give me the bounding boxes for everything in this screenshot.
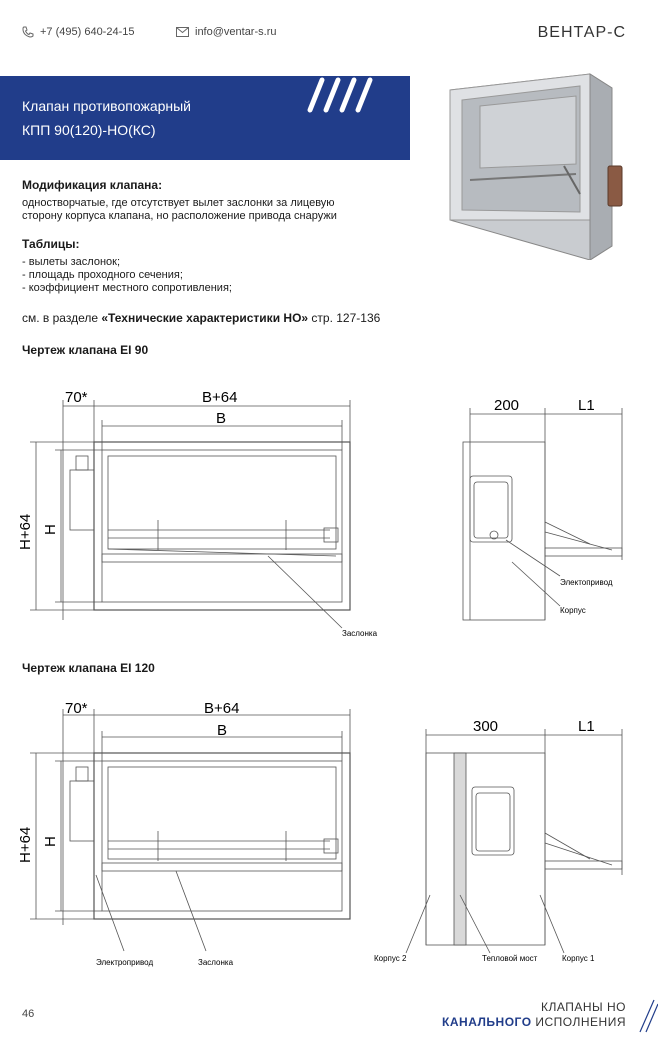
dim-h: H bbox=[42, 524, 59, 535]
dim-l1: L1 bbox=[578, 718, 595, 735]
stripes-decoration bbox=[300, 76, 390, 116]
modification-line-1: одностворчатые, где отсутствует вылет заслонки за лицевую bbox=[22, 197, 335, 209]
phone-number: +7 (495) 640-24-15 bbox=[40, 26, 135, 38]
tables-item: - коэффициент местного сопротивления; bbox=[22, 282, 232, 294]
header-phone[interactable] bbox=[22, 26, 134, 38]
dim-b: B bbox=[216, 410, 227, 427]
dim-70: 70* bbox=[65, 700, 88, 717]
label-actuator: Электопривод bbox=[560, 578, 613, 587]
dim-b: B bbox=[217, 722, 228, 739]
footer-bold-word: КАНАЛЬНОГО bbox=[442, 1015, 532, 1029]
tables-title: Таблицы: bbox=[22, 237, 80, 251]
footer-section-line-1: КЛАПАНЫ НО bbox=[541, 1000, 626, 1014]
label-body-2: Корпус 2 bbox=[374, 954, 407, 963]
dim-300: 300 bbox=[473, 718, 499, 735]
drawing-ei90 bbox=[0, 380, 660, 650]
label-thermal-bridge: Тепловой мост bbox=[482, 954, 538, 963]
dim-70: 70* bbox=[65, 389, 88, 406]
page-number: 46 bbox=[22, 1008, 35, 1020]
reference-pages: стр. 127-136 bbox=[308, 311, 381, 325]
reference-line bbox=[22, 311, 380, 325]
label-actuator: Электропривод bbox=[96, 958, 154, 967]
label-body: Корпус bbox=[560, 606, 586, 615]
banner-title: Клапан противопожарный bbox=[22, 98, 192, 114]
footer-stripe-decoration bbox=[636, 996, 658, 1036]
title-banner bbox=[0, 76, 410, 160]
dim-l1: L1 bbox=[578, 397, 595, 414]
mail-icon bbox=[176, 27, 189, 37]
dim-b64: B+64 bbox=[202, 389, 238, 406]
phone-icon bbox=[22, 26, 34, 38]
dim-h64: H+64 bbox=[17, 826, 34, 863]
header-email[interactable] bbox=[176, 26, 276, 38]
dim-b64: B+64 bbox=[204, 700, 240, 717]
dim-200: 200 bbox=[494, 397, 520, 414]
dim-h64: H+64 bbox=[17, 513, 34, 550]
footer-rest: ИСПОЛНЕНИЯ bbox=[531, 1015, 626, 1029]
dim-h: H bbox=[42, 836, 59, 847]
brand-name: ВЕНТАР-С bbox=[537, 24, 626, 41]
product-image bbox=[440, 70, 640, 260]
reference-link[interactable]: «Технические характеристики НО» bbox=[101, 311, 309, 325]
label-damper: Заслонка bbox=[198, 958, 234, 967]
modification-title: Модификация клапана: bbox=[22, 178, 163, 192]
drawing1-title: Чертеж клапана EI 90 bbox=[22, 343, 149, 357]
drawing2-title: Чертеж клапана EI 120 bbox=[22, 661, 155, 675]
banner-model: КПП 90(120)-НО(КС) bbox=[22, 122, 156, 138]
tables-item: - вылеты заслонок; bbox=[22, 256, 121, 268]
drawing-ei120 bbox=[0, 695, 660, 975]
tables-item: - площадь проходного сечения; bbox=[22, 269, 183, 281]
email-address: info@ventar-s.ru bbox=[195, 26, 277, 38]
label-damper: Заслонка bbox=[342, 629, 378, 638]
footer-section-line-2 bbox=[442, 1015, 626, 1029]
modification-line-2: сторону корпуса клапана, но расположение привода снаружи bbox=[22, 210, 337, 222]
label-body-1: Корпус 1 bbox=[562, 954, 595, 963]
reference-prefix: см. в разделе bbox=[22, 311, 102, 325]
